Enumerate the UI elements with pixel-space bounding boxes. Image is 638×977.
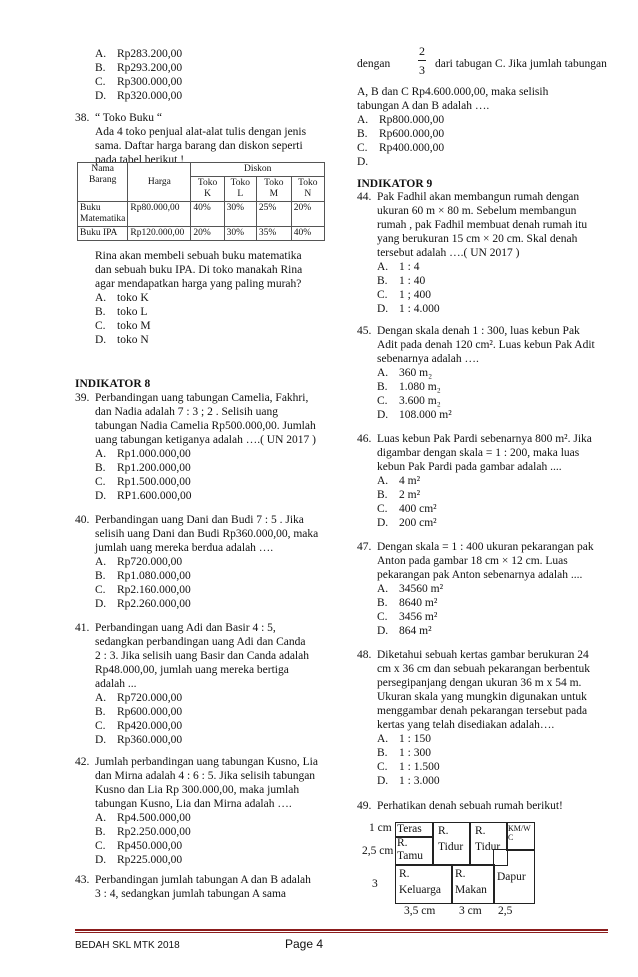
q41-line: adalah ... [95,678,137,690]
q42-line: tabungan Kusno, Lia dan Mirna adalah …. [95,798,292,810]
q43-line: Perbandingan jumlah tabungan A dan B adalah [95,874,311,886]
room-km-wc-label-a: KM/W [508,824,531,833]
q41-option-c: C. Rp420.000,00 [95,720,183,732]
q48-line: kertas yang telah disediakan adalah…. [377,719,555,731]
q41-line: Perbandingan uang Adi dan Basir 4 : 5, [95,622,276,634]
footer-rule [75,929,608,931]
q47-number: 47. [357,541,372,553]
q44-option-b: B. 1 : 40 [377,275,426,287]
q48-option-b: B. 1 : 300 [377,747,431,759]
q45-line: sebenarnya adalah …. [377,353,479,365]
q41-number: 41. [75,622,90,634]
q38-line: “ Toko Buku “ [95,112,163,124]
room-tidur-2-label-a: R. [475,825,486,837]
q42-line: Jumlah perbandingan uang tabungan Kusno, Lia [95,756,318,768]
q44-option-c: C. 1 ; 400 [377,289,431,301]
q37-option-d: D. Rp320.000,00 [95,90,183,102]
q47-option-d: D. 864 m² [377,625,432,637]
q48-number: 48. [357,649,372,661]
table-cell: 30% [224,227,256,241]
q43-line: A, B dan C Rp4.600.000,00, maka selisih [357,86,549,98]
q45-option-c: C. 3.600 m₂ [377,395,441,407]
q42-option-a: A. Rp4.500.000,00 [95,812,191,824]
dim-3-5cm: 3,5 cm [404,905,436,917]
q41-line: Rp48.000,00, jumlah uang mereka bertiga [95,664,289,676]
q46-number: 46. [357,433,372,445]
q44-option-d: D. 1 : 4.000 [377,303,440,315]
room-keluarga-label-b: Keluarga [399,884,441,896]
q46-option-c: C. 400 cm² [377,503,437,515]
q48-line: menggambar denah pekarangan tersebut pada [377,705,588,717]
q42-option-c: C. Rp450.000,00 [95,840,183,852]
header-nama-barang: Nama Barang [78,163,128,202]
q44-option-a: A. 1 : 4 [377,261,420,273]
table-cell: 20% [191,227,224,241]
q39-line: Perbandingan uang tabungan Camelia, Fakhri, [95,392,309,404]
q42-number: 42. [75,756,90,768]
room-tamu-label-a: R. [397,837,408,849]
table-cell: Buku IPA [78,227,128,241]
q38-line: dan sebuah buku IPA. Di toko manakah Rina [95,264,303,276]
q47-option-b: B. 8640 m² [377,597,438,609]
q40-option-b: B. Rp1.080.000,00 [95,570,191,582]
q40-line: Perbandingan uang Dani dan Budi 7 : 5 . Jika [95,514,304,526]
q47-option-c: C. 3456 m² [377,611,438,623]
q43-number: 43. [75,874,90,886]
header-toko-n: Toko N [291,177,324,202]
room-teras-label: Teras [397,823,422,835]
q48-line: persegipanjang dengan ukuran 36 m x 54 m. [377,677,582,689]
fraction-denominator: 3 [419,63,425,77]
table-cell: 35% [256,227,291,241]
q38-line: agar mendapatkan harga yang paling murah? [95,278,302,290]
q47-line: Dengan skala = 1 : 400 ukuran pekarangan pak [377,541,594,553]
q38-option-a: A. toko K [95,292,149,304]
q40-line: selisih uang Dani dan Budi Rp360.000,00, maka [95,528,319,540]
dim-3cm: 3 cm [459,905,482,917]
room-tidur-2-label-b: Tidur [475,841,501,853]
q45-option-d: D. 108.000 m² [377,409,452,421]
table-cell: 40% [291,227,324,241]
room-tidur-1-label-a: R. [438,825,449,837]
q44-line: Pak Fadhil akan membangun rumah dengan [377,191,580,203]
room-tamu-label-b: Tamu [397,850,424,862]
q45-line: Dengan skala denah 1 : 300, luas kebun Pak [377,325,580,337]
q38-line: pada tabel berikut ! [95,154,185,166]
q49-number: 49. [357,800,372,812]
footer-title: BEDAH SKL MTK 2018 [75,940,180,951]
q41-line: sedangkan perbandingan uang Adi dan Canda [95,636,306,648]
header-harga: Harga [128,163,191,202]
q43-option-b: B. Rp600.000,00 [357,128,445,140]
q38-option-b: B. toko L [95,306,148,318]
q43-option-d: D. [357,156,369,168]
q44-line: rumah , pak Fadhil membuat denah rumah itu [377,219,588,231]
dim-2-5cm: 2,5 cm [362,845,394,857]
dim-1cm: 1 cm [369,822,392,834]
fraction-bar [418,60,426,61]
table-row [78,227,325,241]
q39-option-c: C. Rp1.500.000,00 [95,476,191,488]
q47-option-a: A. 34560 m² [377,583,444,595]
q47-line: Anton pada gambar 18 cm × 12 cm. Luas [377,555,568,567]
footer-rule-thin [75,932,608,933]
q48-option-c: C. 1 : 1.500 [377,761,440,773]
q38-number: 38. [75,112,90,124]
q42-option-b: B. Rp2.250.000,00 [95,826,191,838]
q45-number: 45. [357,325,372,337]
q43-line: 3 : 4, sedangkan jumlah tabungan A sama [95,888,286,900]
header-toko-l: Toko L [224,177,256,202]
q40-option-a: A. Rp720.000,00 [95,556,183,568]
q48-line: Diketahui sebuah kertas gambar berukuran 24 [377,649,589,661]
header-toko-k: Toko K [191,177,224,202]
q46-option-d: D. 200 cm² [377,517,437,529]
q42-line: Kusno dan Lia Rp 300.000,00, maka jumlah [95,784,300,796]
page-number: Page 4 [285,937,324,951]
room-makan-label-a: R. [455,868,466,880]
q45-option-a: A. 360 m₂ [377,367,433,379]
q46-option-b: B. 2 m² [377,489,421,501]
q41-line: 2 : 3. Jika selisih uang Basir dan Canda adalah [95,650,309,662]
q43-option-a: A. Rp800.000,00 [357,114,445,126]
q48-option-a: A. 1 : 150 [377,733,431,745]
table-cell: Rp80.000,00 [128,202,191,227]
q44-number: 44. [357,191,372,203]
q39-line: tabungan Nadia Camelia Rp500.000,00. Jumlah [95,420,316,432]
q38-option-d: D. toko N [95,334,149,346]
q38-line: Rina akan membeli sebuah buku matematika [95,250,302,262]
table-cell: Rp120.000,00 [128,227,191,241]
q44-line: tersebut adalah ….( UN 2017 ) [377,247,520,259]
room-tidur-1-label-b: Tidur [438,841,464,853]
q40-number: 40. [75,514,90,526]
room-makan-label-b: Makan [455,884,487,896]
q37-option-c: C. Rp300.000,00 [95,76,183,88]
table-cell: Buku Matematika [78,202,128,227]
q39-line: dan Nadia adalah 7 : 3 ; 2 . Selisih uang [95,406,279,418]
fraction-numerator: 2 [419,44,425,58]
q43-line: dengan [357,58,391,70]
q48-line: cm x 36 cm dan sebuah pekarangan berbentuk [377,663,590,675]
q38-option-c: C. toko M [95,320,151,332]
q48-option-d: D. 1 : 3.000 [377,775,440,787]
q39-option-d: D. RP1.600.000,00 [95,490,192,502]
q43-option-c: C. Rp400.000,00 [357,142,445,154]
q43-line: tabungan A dan B adalah …. [357,100,490,112]
q43-line: dari tabugan C. Jika jumlah tabungan [435,58,607,70]
q48-line: Ukuran skala yang mungkin digunakan untuk [377,691,587,703]
q39-number: 39. [75,392,90,404]
dim-3: 3 [372,878,378,890]
q46-line: kebun Pak Pardi pada gambar adalah .... [377,461,562,473]
room-dapur-label: Dapur [497,871,526,883]
q42-option-d: D. Rp225.000,00 [95,854,183,866]
q45-line: Adit pada denah 120 cm². Luas kebun Pak Adit [377,339,595,351]
q41-option-b: B. Rp600.000,00 [95,706,183,718]
q45-option-b: B. 1.080 m₂ [377,381,441,393]
table-row [78,202,325,227]
dim-2-5: 2,5 [498,905,513,917]
table-cell: 20% [291,202,324,227]
table-cell: 40% [191,202,224,227]
table-cell: 30% [224,202,256,227]
q39-option-a: A. Rp1.000.000,00 [95,448,191,460]
q41-option-a: A. Rp720.000,00 [95,692,183,704]
q44-line: ukuran 60 m × 80 m. Sebelum membangun [377,205,577,217]
q38-line: Ada 4 toko penjual alat-alat tulis dengan jenis [95,126,307,138]
room-km-wc-label-b: C [508,833,514,842]
q46-line: Luas kebun Pak Pardi sebenarnya 800 m². Jika [377,433,592,445]
room-keluarga-label-a: R. [399,868,410,880]
q46-option-a: A. 4 m² [377,475,421,487]
header-diskon: Diskon [191,163,325,177]
q42-line: dan Mirna adalah 4 : 6 : 5. Jika selisih tabungan [95,770,316,782]
price-discount-table [77,162,325,241]
q41-option-d: D. Rp360.000,00 [95,734,183,746]
q39-option-b: B. Rp1.200.000,00 [95,462,191,474]
q37-option-a: A. Rp283.200,00 [95,48,183,60]
table-cell: 25% [256,202,291,227]
q47-line: pekarangan pak Anton sebenarnya adalah .... [377,569,583,581]
q37-option-b: B. Rp293.200,00 [95,62,183,74]
section-heading-indikator-8: INDIKATOR 8 [75,378,151,390]
q40-option-c: C. Rp2.160.000,00 [95,584,191,596]
q46-line: digambar dengan skala = 1 : 200, maka luas [377,447,580,459]
section-heading-indikator-9: INDIKATOR 9 [357,178,433,190]
q40-line: jumlah uang mereka berdua adalah …. [95,542,274,554]
q39-line: uang tabungan ketiganya adalah ….( UN 2017 ) [95,434,316,446]
q44-line: yang berukuran 15 cm × 20 cm. Skal denah [377,233,578,245]
q38-line: sama. Daftar harga barang dan diskon seperti [95,140,303,152]
q40-option-d: D. Rp2.260.000,00 [95,598,191,610]
header-toko-m: Toko M [256,177,291,202]
q49-line: Perhatikan denah sebuah rumah berikut! [377,800,563,812]
